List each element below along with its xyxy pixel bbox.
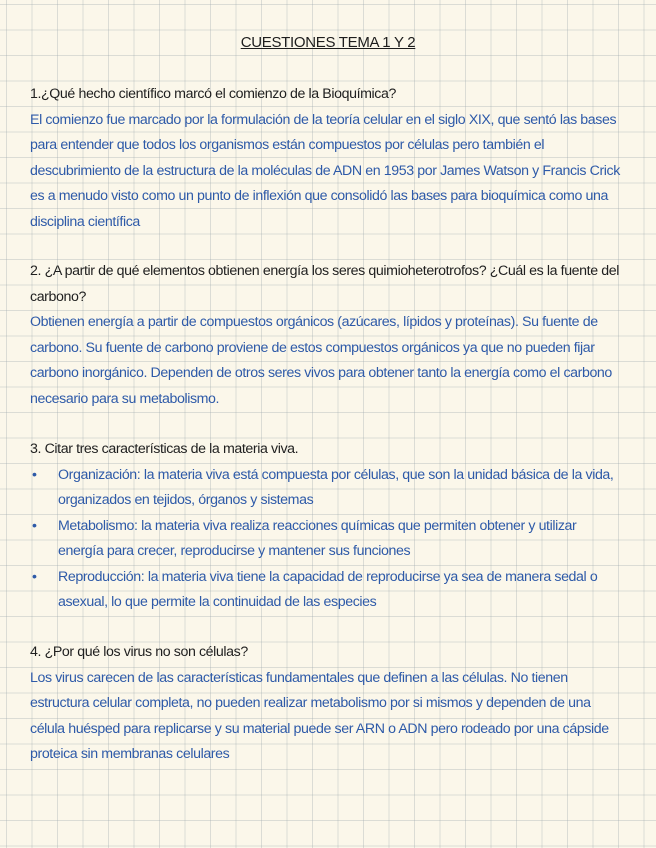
question-1: 1.¿Qué hecho científico marcó el comienzo de la Bioquímica?: [30, 86, 396, 102]
question-1-section: [30, 82, 620, 235]
question-2: 2. ¿A partir de qué elementos obtienen energía los seres quimioheterotrofos? ¿Cuál es la fuente del carbono?: [30, 263, 619, 305]
page-title: CUESTIONES TEMA 1 Y 2: [240, 34, 416, 51]
bullet-icon: •: [32, 517, 37, 534]
list-item: [30, 565, 620, 616]
question-3: 3. Citar tres características de la materia viva.: [30, 441, 299, 457]
list-item-text: Organización: la materia viva está compuesta por células, que son la unidad básica de la vida, organizados en tejidos, órganos y sistemas: [58, 466, 614, 508]
characteristics-list: [30, 463, 620, 616]
list-item-text: Metabolismo: la materia viva realiza reacciones químicas que permiten obtener y utilizar energía para crecer, reproducirse y mantener sus funciones: [58, 517, 577, 559]
list-item-text: Reproducción: la materia viva tiene la capacidad de reproducirse ya sea de manera sedal o asexual, lo que permite la continuidad de las especies: [58, 568, 598, 610]
list-item: [30, 463, 620, 514]
answer-1: El comienzo fue marcado por la formulación de la teoría celular en el siglo XIX, que sentó las bases para entender que todos los organismos están compuestos por células pero también el descubrimiento de la estructura de la moléculas de ADN en 1953 por James Watson y Francis Crick es a menudo visto como un punto de inflexión que consolidó las bases para bioquímica como una disciplina científica: [30, 111, 620, 230]
answer-2: Obtienen energía a partir de compuestos orgánicos (azúcares, lípidos y proteínas). Su fuente de carbono. Su fuente de carbono proviene de estos compuestos orgánicos ya que no pueden fijar carbono inorgánico. Dependen de otros seres vivos para obtener tanto la energía como el carbono necesario para su metabolismo.: [30, 314, 612, 407]
bullet-icon: •: [32, 466, 37, 483]
question-2-section: [30, 259, 620, 412]
question-4: 4. ¿Por qué los virus no son células?: [30, 644, 248, 660]
bullet-icon: •: [32, 568, 37, 585]
question-4-section: [30, 640, 620, 768]
list-item: [30, 514, 620, 565]
question-3-section: [30, 437, 620, 616]
answer-4: Los virus carecen de las características fundamentales que definen a las células. No tienen estructura celular completa, no pueden realizar metabolismo por si mismos y dependen de una célula huésped para replicarse y su material puede ser ARN o ADN pero rodeado por una cápside proteica sin membranas celulares: [30, 669, 609, 762]
